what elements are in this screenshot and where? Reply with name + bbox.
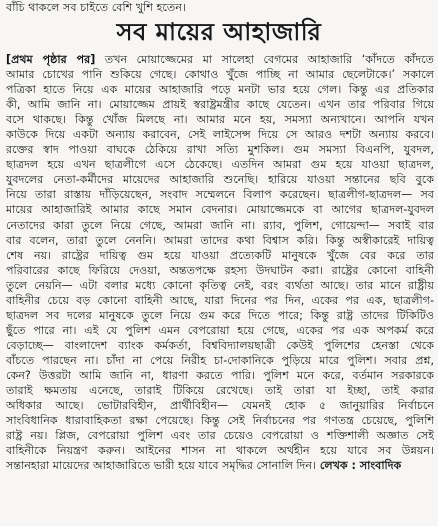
cut-off-next-headline [140,514,340,526]
article-line: বসে থাকছে। কিন্তু খোঁজ মিলছে না। আমার মনে হয়, সমস্যা অন্যখানে। আপনি যখন [6,113,434,127]
article-line: তারাই ক্ষমতায় এনেছে, তারাই টিকিয়ে রেখেছে। তাই তারা যা ইচ্ছা, তাই করার [6,384,434,398]
article-line: রক্তের স্বাদ পাওয়া বাঘকে ঠেকিয়ে রাখা সত্যি মুশকিল। গুম সমস্যা বিএনপি, যুবদল, [6,143,434,157]
article-line: কী, আমি জানি না। মোয়াজ্জেম প্রায়ই স্বরাষ্ট্রমন্ত্রীর কাছে যেতেন। এখন তার পরিবার গিয়ে [6,98,434,112]
article-line: অধিকার আছে। ভোটারবিহীন, প্রার্থীবিহীন— যেমনই হোক ৫ জানুয়ারির নির্বাচনে [6,399,434,413]
author-credit: লেখক : সাংবাদিক [315,459,402,473]
article-line: তুলে নেয়নি— এটা বলার মধ্যে কোনো কৃতিত্ব নেই, বরং ব্যর্থতা আছে। তার মানে রাষ্ট্রীয় [6,278,434,292]
article-line: যুবদলের নেতা-কর্মীদের মায়েদের আহাজারি শুনেছি। হারিয়ে যাওয়া সন্তানের ছবি বুকে [6,173,434,187]
article-line: বাহিনীর চেয়ে বড় কোনো বাহিনী আছে, যারা দিনের পর দিন, একের পর এক, ছাত্রলীগ- [6,293,434,307]
closing-sentence: সন্তানহারা মায়েদের আহাজারিতে ভারী হয়ে যাবে সমৃদ্ধির সোনালি দিন। [6,459,316,473]
article-line: পরিবারের কাছে ফিরিয়ে দেওয়া, অন্ততপক্ষে রহস্য উদঘাটন করা। রাষ্ট্রের কোনো বাহিনী [6,263,434,277]
article-lines [6,67,434,458]
article-line: রাষ্ট্র নয়। প্লিজ, বেপরোয়া পুলিশ এবং তার চেয়েও বেপরোয়া ও শক্তিশালী অজ্ঞাত সেই [6,429,434,443]
first-line-text: তখন মোয়াজ্জেমের মা সালেহা বেগমের আহাজারি ‘কাঁদতে কাঁদতে [95,53,434,66]
previous-article-tail: বাঁচি থাকলে সব চাইতে বেশি খুশি হতেন। [6,1,186,14]
article-line: আমার চোখের পানি শুকিয়ে গেছে। কোথাও খুঁজে পাচ্ছি না আমার ছেলেটাকে।’ সকালে [6,68,434,82]
article-line [6,52,434,67]
article-line: পত্রিকা হাতে নিয়ে এক মায়ের আহাজারি পড়ে মনটা ভার হয়ে গেল। কিন্তু এর প্রতিকার [6,83,434,97]
article-line: সাংবিধানিক ধারাবাহিকতা রক্ষা পেয়েছে। কিন্তু সেই নির্বাচনের পর গণতন্ত্র চেয়েছে, পুলিশি [6,414,434,428]
article-line: বার বলেন, তারা তুলে নেননি। আমরা তাদের কথা বিশ্বাস করি। কিন্তু অস্বীকারেই দায়িত্ব [6,233,434,247]
article-line: বেড়াচ্ছে— বাংলাদেশ ব্যাংক কর্মকর্তা, বিশ্ববিদ্যালয়ছাত্রী কেউই পুলিশের হেনস্তা থেকে [6,338,434,352]
article-line: ছাত্রদল হয়ে এখন ছাত্রলীগে এসে ঠেকেছে। এতদিন আমরা গুম হয়ে যাওয়া ছাত্রদল, [6,158,434,172]
article-line: নিয়ে তারা রাস্তায় দাঁড়িয়েছেন, সংবাদ সম্মেলনে বিলাপ করেছেন। ছাত্রলীগ-ছাত্রদল— সব [6,188,434,202]
article-body [6,52,434,473]
article-line: নেতাদের কারা তুলে নিয়ে গেছে, আমরা জানি না। র‍্যাব, পুলিশ, গোয়েন্দা— সবাই বার [6,218,434,232]
article-line: শেষ নয়। রাষ্ট্রের দায়িত্ব গুম হয়ে যাওয়া প্রত্যেকটি মানুষকে খুঁজে বের করে তার [6,248,434,262]
article-line: ছুঁতে পারে না। এই যে পুলিশ এমন বেপরোয়া হয়ে গেছে, একের পর এক অপকর্ম করে [6,323,434,337]
headline: সব মায়ের আহাজারি [116,17,322,46]
article-line: ছাত্রদল সব দলের মানুষকে তুলে নিয়ে গুম করে দিতে পারে; কিন্তু রাষ্ট্র তাদের টিকিটিও [6,308,434,322]
article-last-line [6,458,434,473]
article-line: মায়ের আহাজারিই আমার কাছে সমান বেদনার। মোয়াজ্জেমকে বা আগের ছাত্রদল-যুবদল [6,203,434,217]
page-reference: [প্রথম পৃষ্ঠার পর] [6,53,96,66]
article-line: বাহিনীকে নিয়ন্ত্রণ করুন। আইনের শাসন না থাকলে অর্থহীন হয়ে যাবে সব উন্নয়ন। [6,444,434,458]
article-line: কাউকে দিয়ে একটা অন্যায় করাবেন, সেই লাইসেন্স দিয়ে সে আরও দশটা অন্যায় করবে। [6,128,434,142]
article-line: বাঁচতে পারছেন না। চাঁদা না পেয়ে নিরীহ চা-দোকানিকে পুড়িয়ে মারে পুলিশ। সবার প্রশ্ন, [6,353,434,367]
article-line: কেন? উত্তরটা আমি জানি না, ধারণা করতে পারি। পুলিশ মনে করে, বর্তমান সরকারকে [6,368,434,382]
